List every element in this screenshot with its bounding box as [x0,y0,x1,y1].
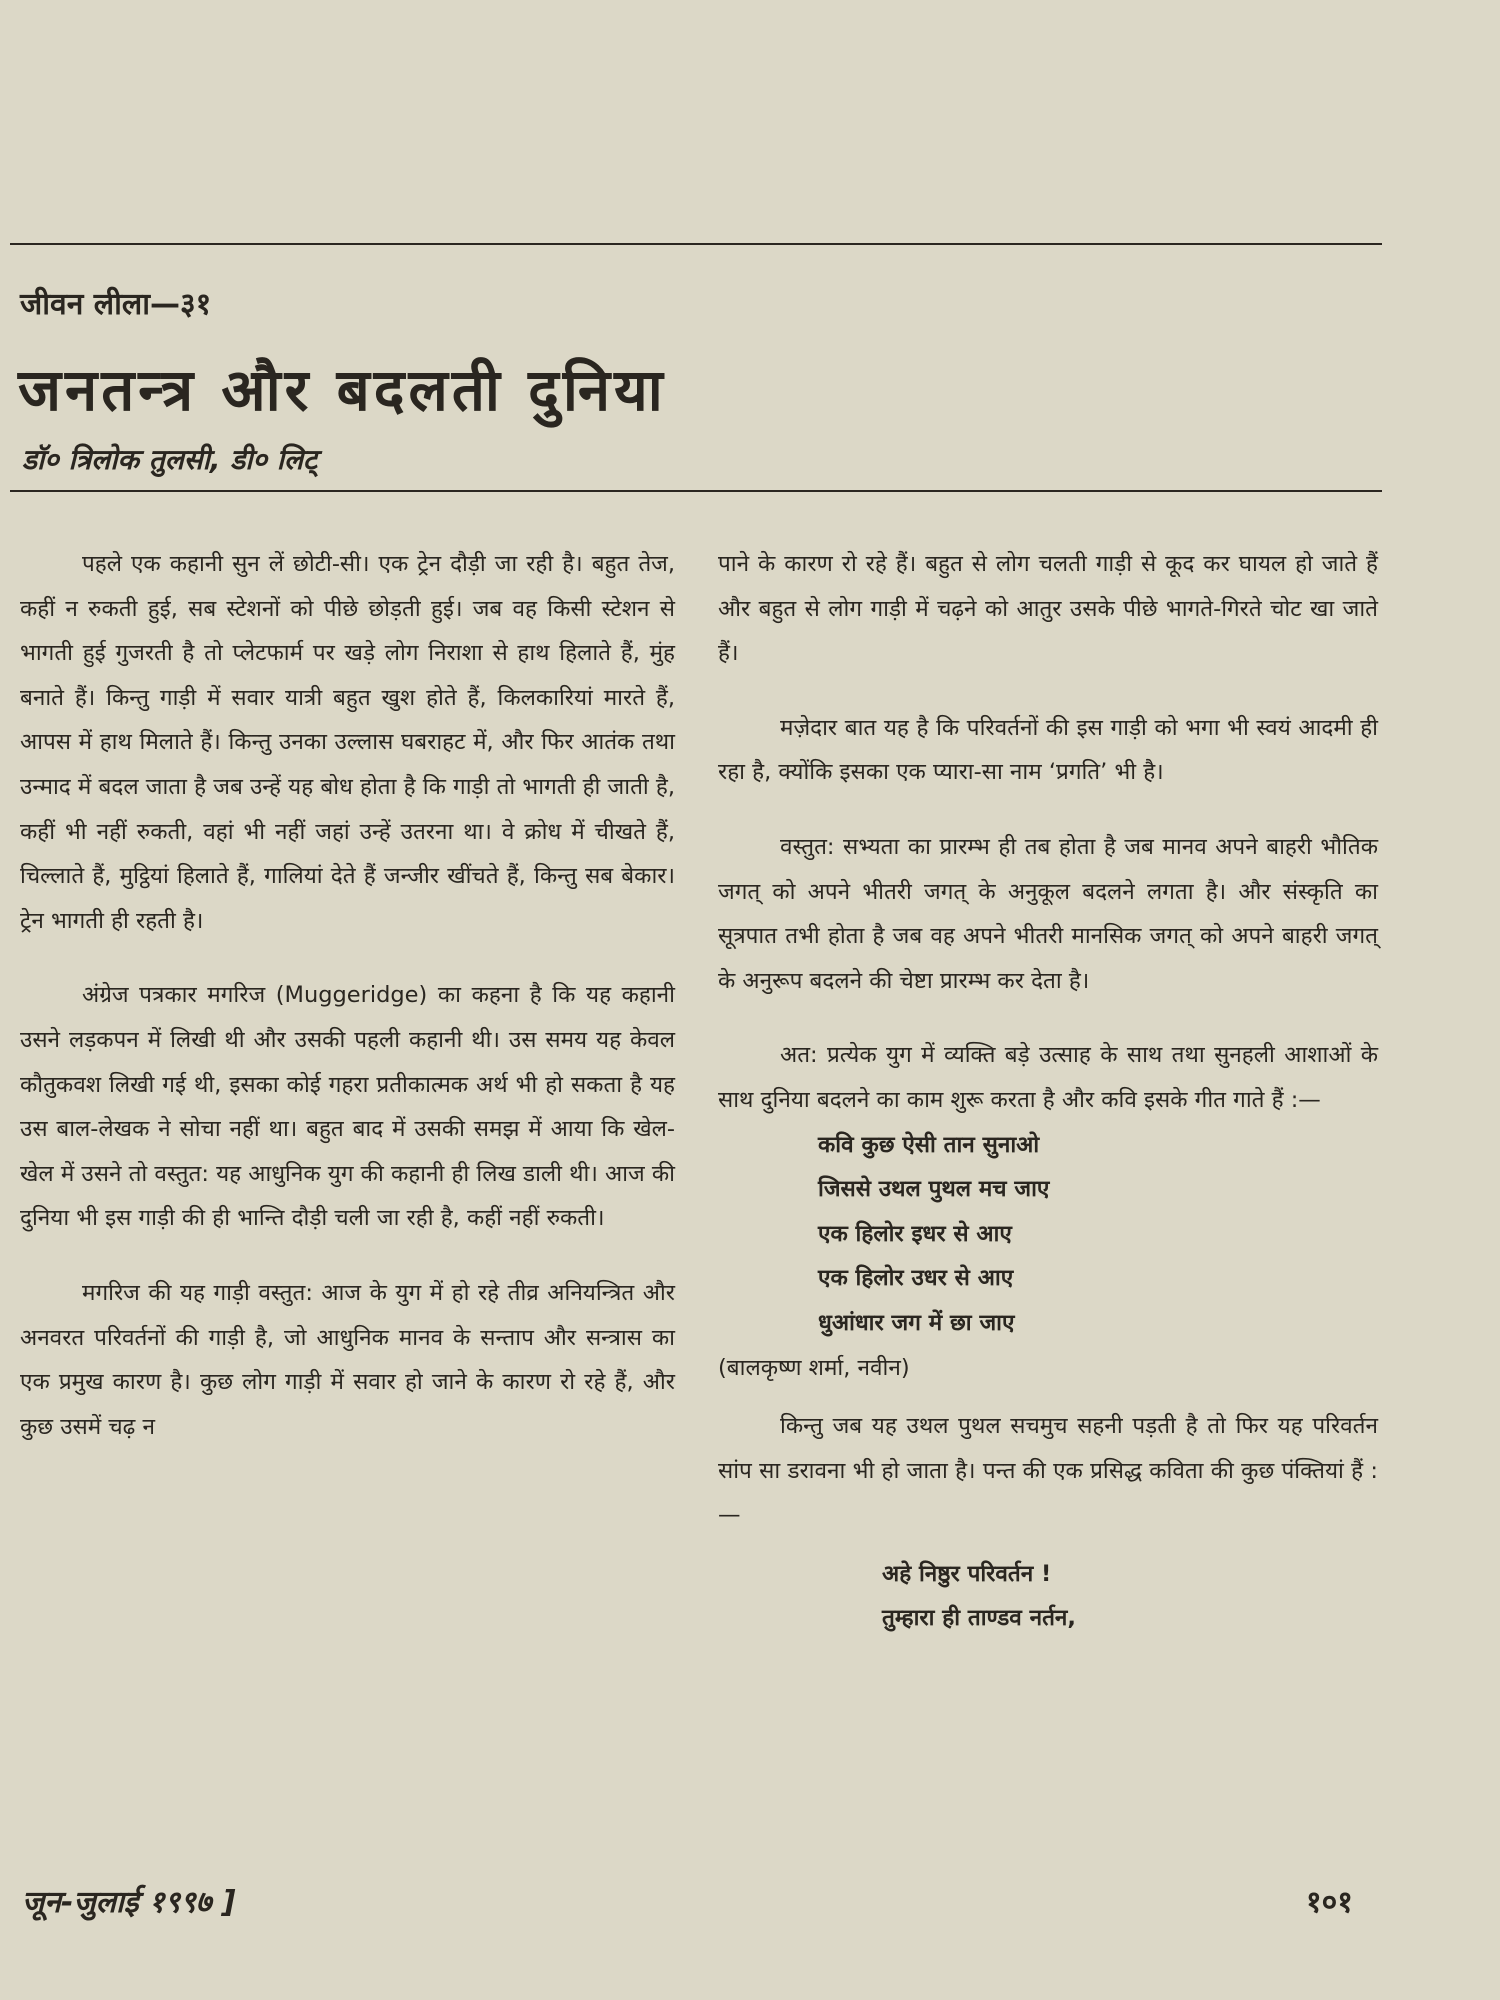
poem-line: कवि कुछ ऐसी तान सुनाओ [818,1131,1040,1158]
page-number: १०१ [1306,1885,1353,1920]
paragraph: पाने के कारण रो रहे हैं। बहुत से लोग चलती गाड़ी से कूद कर घायल हो जाते हैं और बहुत से लोग गाड़ी में चढ़ने को आतुर उसके पीछे भागते-गिरते चोट खा जाते हैं। [718,551,1378,667]
poem-line: अहे निष्ठुर परिवर्तन ! [882,1560,1052,1587]
poem-line: एक हिलोर उधर से आए [818,1265,1014,1292]
poem-line: एक हिलोर इधर से आए [818,1220,1012,1247]
issue-date: जून-जुलाई १९९७ ] [22,1885,236,1920]
author-byline: डॉ० त्रिलोक तुलसी, डी० लिट् [22,443,318,476]
paragraph: अत: प्रत्येक युग में व्यक्ति बड़े उत्साह के साथ तथा सुनहली आशाओं के साथ दुनिया बदलने का काम शुरू करता है और कवि इसके गीत गाते हैं :— [718,1042,1378,1113]
top-rule [10,243,1382,245]
paragraph: वस्तुत: सभ्यता का प्रारम्भ ही तब होता है जब मानव अपने बाहरी भौतिक जगत् को अपने भीतरी जगत् के अनुकूल बदलने लगता है। और संस्कृति का सूत्रपात तभी होता है जब वह अपने भीतरी मानसिक जगत् को अपने बाहरी जगत् के अनुरूप बदलने की चेष्टा प्रारम्भ कर देता है। [718,833,1378,994]
left-column [20,542,675,1449]
paragraph: पहले एक कहानी सुन लें छोटी-सी। एक ट्रेन दौड़ी जा रही है। बहुत तेज, कहीं न रुकती हुई, सब स्टेशनों को पीछे छोड़ती हुई। जब वह किसी स्टेशन से भागती हुई गुजरती है तो प्लेटफार्म पर खड़े लोग निराशा से हाथ हिलाते हैं, मुंह बनाते हैं। किन्तु गाड़ी में सवार यात्री बहुत खुश होते हैं, किलकारियां मारते हैं, आपस में हाथ मिलाते हैं। किन्तु उनका उल्लास घबराहट में, और फिर आतंक तथा उन्माद में बदल जाता है जब उन्हें यह बोध होता है कि गाड़ी तो भागती ही जाती है, कहीं भी नहीं रुकती, वहां भी नहीं जहां उन्हें उतरना था। वे क्रोध में चीखते हैं, चिल्लाते हैं, मुट्ठियां हिलाते हैं, गालियां देते हैं जन्जीर खींचते हैं, किन्तु सब बेकार। ट्रेन भागती ही रहती है। [20,551,675,934]
paragraph: किन्तु जब यह उथल पुथल सचमुच सहनी पड़ती है तो फिर यह परिवर्तन सांप सा डरावना भी हो जाता है। पन्त की एक प्रसिद्ध कविता की कुछ पंक्तियां हैं :— [718,1413,1378,1529]
poem-stanza [718,1123,1378,1346]
poem-line: जिससे उथल पुथल मच जाए [818,1176,1050,1203]
paragraph: मज़ेदार बात यह है कि परिवर्तनों की इस गाड़ी को भगा भी स्वयं आदमी ही रहा है, क्योंकि इसका एक प्यारा-सा नाम ‘प्रगति’ भी है। [718,714,1378,786]
poem-line: धुआंधार जग में छा जाए [818,1309,1015,1336]
poem-line: तुम्हारा ही ताण्डव नर्तन, [882,1605,1076,1632]
article-title: जनतन्त्र और बदलती दुनिया [18,356,667,424]
poem-credit: (बालकृष्ण शर्मा, नवीन) [718,1354,910,1381]
right-column [718,542,1378,1641]
header-rule [10,490,1382,492]
series-label: जीवन लीला—३१ [20,287,212,322]
paragraph: अंग्रेज पत्रकार मगरिज (Muggeridge) का कहना है कि यह कहानी उसने लड़कपन में लिखी थी और उसकी पहली कहानी थी। उस समय यह केवल कौतुकवश लिखी गई थी, इसका कोई गहरा प्रतीकात्मक अर्थ भी हो सकता है यह उस बाल-लेखक ने सोचा नहीं था। बहुत बाद में उसकी समझ में आया कि खेल-खेल में उसने तो वस्तुत: यह आधुनिक युग की कहानी ही लिख डाली थी। आज की दुनिया भी इस गाड़ी की ही भान्ति दौड़ी चली जा रही है, कहीं नहीं रुकती। [20,982,675,1232]
paragraph: मगरिज की यह गाड़ी वस्तुत: आज के युग में हो रहे तीव्र अनियन्त्रित और अनवरत परिवर्तनों की गाड़ी है, जो आधुनिक मानव के सन्ताप और सन्त्रास का एक प्रमुख कारण है। कुछ लोग गाड़ी में सवार हो जाने के कारण रो रहे हैं, और कुछ उसमें चढ़ न [20,1279,675,1440]
poem-stanza [718,1552,1378,1641]
